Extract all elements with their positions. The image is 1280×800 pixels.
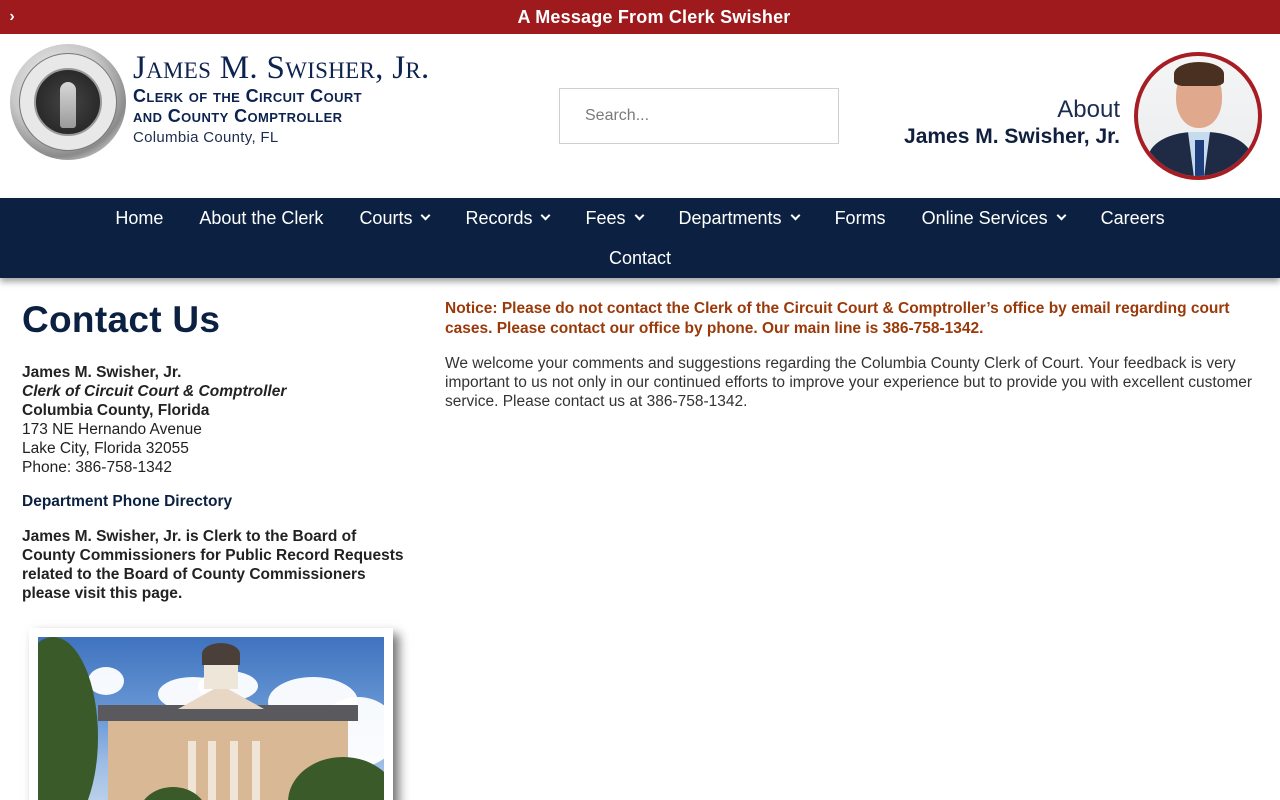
nav-label: Forms	[834, 208, 886, 228]
page-title: Contact Us	[22, 299, 221, 340]
chevron-down-icon	[421, 211, 431, 221]
building-column	[230, 741, 238, 800]
nav-label: Online Services	[921, 208, 1048, 228]
contact-address	[22, 363, 412, 477]
courthouse-photo-frame	[29, 628, 393, 800]
nav-item-courts[interactable]	[341, 207, 447, 229]
nav-label: Contact	[608, 248, 672, 268]
contact-sidebar	[22, 298, 412, 603]
department-phone-directory-link[interactable]: Department Phone Directory	[22, 493, 233, 510]
building-dome	[202, 643, 240, 665]
search-box	[559, 88, 839, 144]
contact-name: James M. Swisher, Jr.	[22, 364, 182, 381]
bocc-end: .	[177, 585, 183, 602]
search-input[interactable]	[560, 89, 838, 143]
logo-county: Columbia County, FL	[133, 129, 279, 146]
bocc-text: James M. Swisher, Jr. is Clerk to the Board of County Commissioners for Public Record Requests related to the Board of County Commissioners please	[22, 528, 404, 602]
bocc-public-records-note	[22, 527, 412, 603]
chevron-down-icon	[634, 211, 644, 221]
nav-label: Home	[115, 208, 164, 228]
about-name: James M. Swisher, Jr.	[904, 125, 1120, 148]
nav-item-departments[interactable]	[661, 207, 817, 229]
contact-street: 173 NE Hernando Avenue	[22, 421, 202, 438]
lady-justice-icon	[60, 82, 76, 128]
logo-text[interactable]	[133, 50, 430, 146]
nav-item-online-services[interactable]	[904, 207, 1083, 229]
logo-title-line1: Clerk of the Circuit Court	[133, 86, 362, 106]
contact-role: Clerk of Circuit Court & Comptroller	[22, 383, 287, 400]
chevron-down-icon	[1056, 211, 1066, 221]
nav-item-forms[interactable]	[817, 207, 904, 229]
site-header	[0, 34, 1280, 198]
contact-city: Lake City, Florida 32055	[22, 440, 189, 457]
contact-main-content	[445, 299, 1255, 411]
nav-item-contact[interactable]	[591, 247, 689, 269]
announcement-bar	[0, 0, 1280, 34]
nav-item-records[interactable]	[447, 207, 567, 229]
main-nav	[0, 198, 1280, 278]
visit-this-page-link[interactable]: visit this page	[74, 585, 178, 602]
welcome-text: We welcome your comments and suggestions regarding the Columbia County Clerk of Court. Your feedback is very important to us not only in our continued efforts to improve your experience but to provide you with excellent customer service. Please contact us at 386-758-1342.	[445, 355, 1253, 410]
cloud-shape	[88, 667, 124, 695]
clerk-message-link[interactable]: A Message From Clerk Swisher	[517, 6, 791, 27]
contact-phone: Phone: 386-758-1342	[22, 459, 172, 476]
nav-label: Departments	[678, 208, 782, 228]
nav-label: Fees	[585, 208, 626, 228]
building-column	[208, 741, 216, 800]
portrait-tie	[1195, 140, 1204, 180]
courthouse-photo	[38, 637, 384, 800]
logo-name: James M. Swisher, Jr.	[133, 50, 430, 86]
nav-item-home[interactable]	[97, 207, 181, 229]
nav-row-2	[0, 247, 1280, 269]
nav-label: Courts	[359, 208, 413, 228]
tree-shape	[38, 637, 98, 800]
nav-item-about-the-clerk[interactable]	[181, 207, 341, 229]
chevron-down-icon	[790, 211, 800, 221]
clerk-portrait[interactable]	[1134, 52, 1262, 180]
nav-label: Records	[465, 208, 533, 228]
nav-label: Careers	[1100, 208, 1165, 228]
portrait-hair	[1174, 62, 1224, 86]
building-column	[252, 741, 260, 800]
about-label: About	[1057, 96, 1120, 123]
nav-row-1	[0, 207, 1280, 229]
about-clerk-link[interactable]	[904, 96, 1120, 150]
nav-item-fees[interactable]	[567, 207, 660, 229]
nav-item-careers[interactable]	[1083, 207, 1183, 229]
email-notice: Notice: Please do not contact the Clerk of the Circuit Court & Comptroller’s office by email regarding court cases. Please contact our office by phone. Our main line is 386-758-1342.	[445, 300, 1230, 337]
contact-county: Columbia County, Florida	[22, 402, 210, 419]
nav-label: About the Clerk	[199, 208, 324, 228]
chevron-down-icon	[541, 211, 551, 221]
chevron-right-icon[interactable]: ›	[9, 8, 15, 25]
clerk-seal-logo[interactable]	[10, 44, 126, 160]
logo-title-line2: and County Comptroller	[133, 106, 343, 126]
